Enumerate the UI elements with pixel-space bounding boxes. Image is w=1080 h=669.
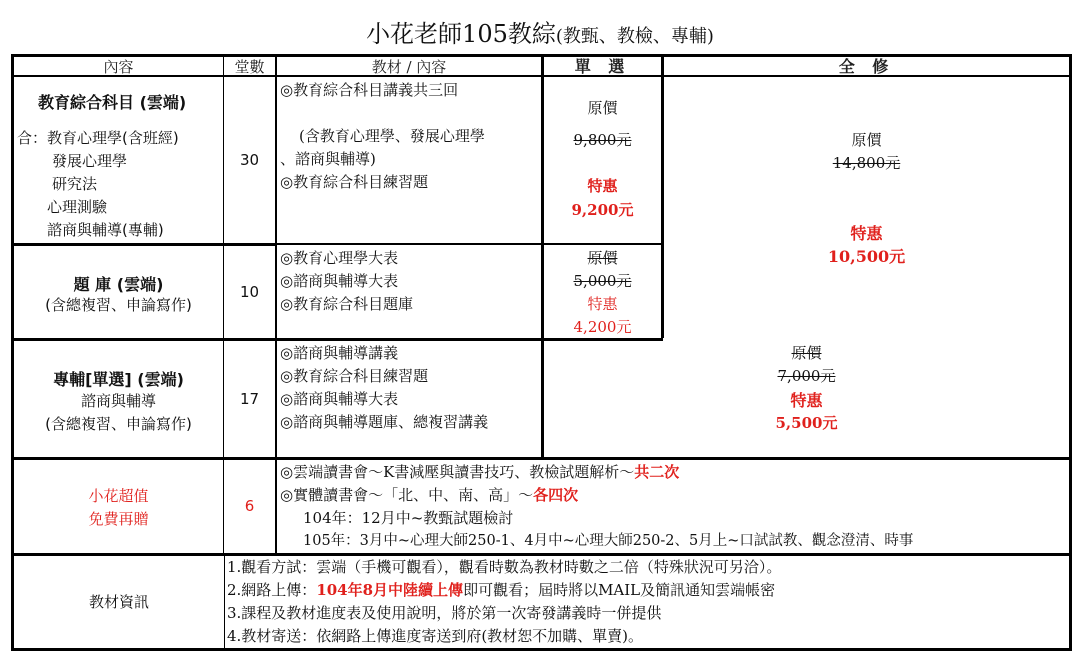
row2-material-1: ◎教育心理學大表 (280, 249, 399, 267)
row4-line2-highlight: 各四次 (533, 486, 579, 504)
row2-content (14, 246, 223, 338)
row3-material-4: ◎諮商與輔導題庫、總複習講義 (280, 413, 489, 431)
row1-sale-label: 特惠 (587, 177, 618, 195)
title-sub: (教甄、教檢、專輔) (555, 26, 714, 47)
row3-material-3: ◎諮商與輔導大表 (280, 390, 399, 408)
row1-material-4: ◎教育綜合科目練習題 (280, 173, 429, 191)
row2-periods: 10 (239, 283, 260, 301)
header-single: 單 選 (574, 57, 631, 75)
row4-line4: 105年：3月中~心理大師250-1、4月中~心理大師250-2、5月上~口試試教、觀念澄清、時事 (303, 533, 914, 549)
row1-content (14, 77, 223, 243)
row3-material (277, 341, 541, 457)
row1-material-3: 、諮商與輔導) (280, 150, 376, 168)
info-line-1: 1.觀看方試：雲端（手機可觀看），觀看時數為教材時數之二倍（特殊狀況可另洽）。 (227, 558, 782, 576)
row3-periods: 17 (239, 390, 260, 408)
row4-name2: 免費再贈 (88, 510, 149, 528)
row5-name: 教材資訊 (88, 593, 149, 611)
row3-orig-label: 原價 (791, 344, 822, 362)
row4-line2-text: ◎實體讀書會～「北、中、南、高」～ (280, 486, 534, 504)
row1-include-5: 諮商與輔導(專輔) (47, 221, 164, 239)
row1-include-2: 發展心理學 (52, 152, 128, 170)
header-content: 內容 (103, 58, 134, 75)
row2-orig-label: 原價 (587, 249, 618, 267)
row2-sale-price: 4,200元 (573, 318, 632, 336)
row3-name: 專輔[單選] (雲端) (53, 370, 184, 389)
row3-sub1: 諮商與輔導 (80, 392, 156, 410)
header-full: 全 修 (838, 57, 895, 75)
row1-orig-price: 9,800元 (573, 131, 632, 149)
row4-line1 (280, 461, 679, 484)
row5-info (225, 556, 1069, 648)
row4-content (14, 460, 223, 553)
row2-orig-price: 5,000元 (573, 272, 632, 290)
row1-single-price (544, 77, 661, 243)
info-line-3: 3.課程及教材進度表及使用說明，將於第一次寄發講義時一併提供 (227, 604, 662, 622)
full-sale-label: 特惠 (850, 224, 883, 243)
row2-single-price (544, 245, 661, 338)
row1-name: 教育綜合科目 (雲端) (38, 93, 187, 112)
row1-periods: 30 (239, 151, 260, 169)
row4-periods: 6 (244, 497, 255, 515)
row3-sale-label: 特惠 (790, 391, 823, 410)
row4-line1-highlight: 共二次 (634, 463, 680, 481)
row2-material-2: ◎諮商與輔導大表 (280, 272, 399, 290)
row1-include-1: 合：教育心理學(含班經) (17, 129, 179, 147)
row1-orig-label: 原價 (587, 99, 618, 117)
row3-price (544, 341, 1069, 457)
row3-sale-price: 5,500元 (775, 414, 838, 432)
row1-include-3: 研究法 (52, 175, 98, 193)
row4-name1: 小花超值 (88, 487, 149, 505)
row1-sale-price: 9,200元 (571, 201, 634, 219)
row3-orig-price: 7,000元 (777, 367, 836, 385)
info-line-2-highlight: 104年8月中陸續上傳 (316, 581, 464, 599)
row4-line3: 104年：12月中~教甄試題檢討 (303, 509, 514, 527)
row4-line2 (280, 484, 578, 507)
info-line-2-text-a: 2.網路上傳： (227, 581, 317, 599)
row3-sub2: (含總複習、申論寫作) (45, 415, 192, 433)
info-line-4: 4.教材寄送：依網路上傳進度寄送到府(教材恕不加購、單賣)。 (227, 627, 644, 645)
row1-include-4: 心理測驗 (47, 198, 108, 216)
full-sale-price: 10,500元 (827, 247, 906, 266)
full-orig-price: 14,800元 (832, 154, 901, 172)
page-title (0, 18, 1080, 53)
row4-line1-text: ◎雲端讀書會～K書減壓與讀書技巧、教檢試題解析～ (280, 463, 635, 481)
full-orig-label: 原價 (851, 131, 882, 149)
row1-material (277, 77, 541, 243)
row2-material (277, 246, 541, 338)
info-line-2 (227, 579, 775, 602)
row2-name: 題 庫 (雲端) (73, 275, 164, 294)
title-main: 小花老師105教綜 (366, 20, 556, 48)
row1-material-2: (含教育心理學、發展心理學 (299, 127, 485, 145)
info-line-2-text-c: 即可觀看；屆時將以MAIL及簡訊通知雲端帳密 (463, 581, 776, 599)
row3-content (14, 341, 223, 457)
row4-material (277, 460, 1069, 553)
row3-material-1: ◎諮商與輔導講義 (280, 344, 399, 362)
row2-material-3: ◎教育綜合科目題庫 (280, 295, 414, 313)
row1-material-1: ◎教育綜合科目講義共三回 (280, 81, 459, 99)
row2-sub: (含總複習、申論寫作) (45, 296, 192, 314)
row3-material-2: ◎教育綜合科目練習題 (280, 367, 429, 385)
header-periods: 堂數 (234, 58, 265, 75)
header-material: 教材 / 內容 (371, 58, 447, 75)
row2-sale-label: 特惠 (587, 295, 618, 313)
full-package-price (664, 77, 1069, 338)
